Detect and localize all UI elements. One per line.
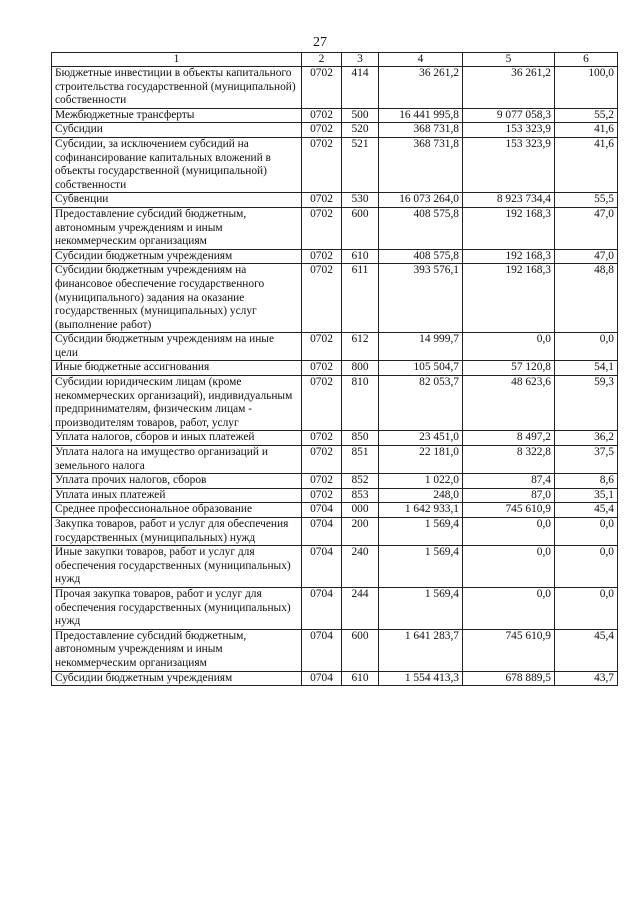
plan-amount-cell: 1 569,4 — [379, 518, 463, 546]
percent-cell: 54,1 — [555, 361, 618, 376]
table-row — [52, 503, 618, 518]
expense-type-code-cell: 520 — [342, 123, 379, 138]
section-code-cell: 0702 — [302, 474, 342, 489]
table-row — [52, 67, 618, 109]
row-name-cell: Бюджетные инвестиции в объекты капитального строительства государственной (муниципальной) собственности — [52, 67, 302, 109]
expense-type-code-cell: 500 — [342, 108, 379, 123]
plan-amount-cell: 16 441 995,8 — [379, 108, 463, 123]
section-code-cell: 0704 — [302, 518, 342, 546]
expense-type-code-cell: 610 — [342, 249, 379, 264]
table-row — [52, 488, 618, 503]
row-name-cell: Субвенции — [52, 193, 302, 208]
percent-cell: 35,1 — [555, 488, 618, 503]
plan-amount-cell: 14 999,7 — [379, 333, 463, 361]
table-row — [52, 546, 618, 588]
row-name-cell: Уплата иных платежей — [52, 488, 302, 503]
plan-amount-cell: 105 504,7 — [379, 361, 463, 376]
row-name-cell: Предоставление субсидий бюджетным, автономным учреждениям и иным некоммерческим организациям — [52, 207, 302, 249]
section-code-cell: 0704 — [302, 629, 342, 671]
plan-amount-cell: 1 569,4 — [379, 587, 463, 629]
expense-type-code-cell: 852 — [342, 474, 379, 489]
expense-type-code-cell: 810 — [342, 376, 379, 431]
plan-amount-cell: 16 073 264,0 — [379, 193, 463, 208]
table-row — [52, 108, 618, 123]
section-code-cell: 0704 — [302, 671, 342, 686]
section-code-cell: 0702 — [302, 207, 342, 249]
table-row — [52, 376, 618, 431]
actual-amount-cell: 678 889,5 — [463, 671, 555, 686]
expense-type-code-cell: 853 — [342, 488, 379, 503]
table-row — [52, 137, 618, 192]
expense-type-code-cell: 612 — [342, 333, 379, 361]
percent-cell: 45,4 — [555, 503, 618, 518]
table-row — [52, 333, 618, 361]
plan-amount-cell: 368 731,8 — [379, 137, 463, 192]
row-name-cell: Закупка товаров, работ и услуг для обеспечения государственных (муниципальных) нужд — [52, 518, 302, 546]
actual-amount-cell: 0,0 — [463, 518, 555, 546]
actual-amount-cell: 8 497,2 — [463, 431, 555, 446]
percent-cell: 0,0 — [555, 546, 618, 588]
actual-amount-cell: 153 323,9 — [463, 137, 555, 192]
plan-amount-cell: 368 731,8 — [379, 123, 463, 138]
column-header: 3 — [342, 53, 379, 67]
section-code-cell: 0702 — [302, 123, 342, 138]
table-row — [52, 207, 618, 249]
actual-amount-cell: 745 610,9 — [463, 503, 555, 518]
table-header-row — [52, 53, 618, 67]
section-code-cell: 0704 — [302, 587, 342, 629]
table-body — [52, 67, 618, 686]
plan-amount-cell: 393 576,1 — [379, 264, 463, 333]
section-code-cell: 0702 — [302, 376, 342, 431]
expense-type-code-cell: 610 — [342, 671, 379, 686]
plan-amount-cell: 248,0 — [379, 488, 463, 503]
table-row — [52, 264, 618, 333]
row-name-cell: Уплата налогов, сборов и иных платежей — [52, 431, 302, 446]
row-name-cell: Уплата прочих налогов, сборов — [52, 474, 302, 489]
budget-execution-table — [51, 52, 618, 686]
section-code-cell: 0704 — [302, 503, 342, 518]
row-name-cell: Уплата налога на имущество организаций и земельного налога — [52, 446, 302, 474]
column-header: 1 — [52, 53, 302, 67]
row-name-cell: Предоставление субсидий бюджетным, автономным учреждениям и иным некоммерческим организациям — [52, 629, 302, 671]
expense-type-code-cell: 600 — [342, 629, 379, 671]
percent-cell: 55,5 — [555, 193, 618, 208]
percent-cell: 8,6 — [555, 474, 618, 489]
row-name-cell: Субсидии юридическим лицам (кроме некоммерческих организаций), индивидуальным предпринимателям, физическим лицам - производителям товаров, работ, услуг — [52, 376, 302, 431]
row-name-cell: Субсидии бюджетным учреждениям — [52, 671, 302, 686]
row-name-cell: Межбюджетные трансферты — [52, 108, 302, 123]
percent-cell: 100,0 — [555, 67, 618, 109]
percent-cell: 59,3 — [555, 376, 618, 431]
expense-type-code-cell: 530 — [342, 193, 379, 208]
actual-amount-cell: 8 322,8 — [463, 446, 555, 474]
percent-cell: 43,7 — [555, 671, 618, 686]
expense-type-code-cell: 414 — [342, 67, 379, 109]
plan-amount-cell: 1 022,0 — [379, 474, 463, 489]
expense-type-code-cell: 851 — [342, 446, 379, 474]
expense-type-code-cell: 600 — [342, 207, 379, 249]
actual-amount-cell: 745 610,9 — [463, 629, 555, 671]
section-code-cell: 0702 — [302, 361, 342, 376]
actual-amount-cell: 9 077 058,3 — [463, 108, 555, 123]
actual-amount-cell: 192 168,3 — [463, 249, 555, 264]
table-row — [52, 518, 618, 546]
actual-amount-cell: 192 168,3 — [463, 264, 555, 333]
actual-amount-cell: 153 323,9 — [463, 123, 555, 138]
plan-amount-cell: 1 642 933,1 — [379, 503, 463, 518]
row-name-cell: Среднее профессиональное образование — [52, 503, 302, 518]
section-code-cell: 0702 — [302, 446, 342, 474]
plan-amount-cell: 408 575,8 — [379, 207, 463, 249]
table-row — [52, 249, 618, 264]
section-code-cell: 0702 — [302, 193, 342, 208]
column-header: 2 — [302, 53, 342, 67]
percent-cell: 37,5 — [555, 446, 618, 474]
actual-amount-cell: 57 120,8 — [463, 361, 555, 376]
percent-cell: 48,8 — [555, 264, 618, 333]
plan-amount-cell: 22 181,0 — [379, 446, 463, 474]
table-row — [52, 629, 618, 671]
section-code-cell: 0704 — [302, 546, 342, 588]
table-row — [52, 123, 618, 138]
expense-type-code-cell: 200 — [342, 518, 379, 546]
section-code-cell: 0702 — [302, 488, 342, 503]
column-header: 5 — [463, 53, 555, 67]
row-name-cell: Субсидии, за исключением субсидий на софинансирование капитальных вложений в объекты государственной (муниципальной) собственности — [52, 137, 302, 192]
actual-amount-cell: 87,0 — [463, 488, 555, 503]
page-number: 27 — [313, 35, 327, 50]
expense-type-code-cell: 240 — [342, 546, 379, 588]
table-row — [52, 193, 618, 208]
row-name-cell: Прочая закупка товаров, работ и услуг для обеспечения государственных (муниципальных) нужд — [52, 587, 302, 629]
percent-cell: 55,2 — [555, 108, 618, 123]
row-name-cell: Субсидии — [52, 123, 302, 138]
percent-cell: 0,0 — [555, 518, 618, 546]
actual-amount-cell: 8 923 734,4 — [463, 193, 555, 208]
table-row — [52, 446, 618, 474]
percent-cell: 36,2 — [555, 431, 618, 446]
expense-type-code-cell: 244 — [342, 587, 379, 629]
section-code-cell: 0702 — [302, 108, 342, 123]
percent-cell: 47,0 — [555, 249, 618, 264]
expense-type-code-cell: 000 — [342, 503, 379, 518]
plan-amount-cell: 1 554 413,3 — [379, 671, 463, 686]
column-header: 4 — [379, 53, 463, 67]
section-code-cell: 0702 — [302, 67, 342, 109]
actual-amount-cell: 192 168,3 — [463, 207, 555, 249]
actual-amount-cell: 0,0 — [463, 546, 555, 588]
plan-amount-cell: 23 451,0 — [379, 431, 463, 446]
section-code-cell: 0702 — [302, 264, 342, 333]
plan-amount-cell: 1 569,4 — [379, 546, 463, 588]
expense-type-code-cell: 521 — [342, 137, 379, 192]
percent-cell: 47,0 — [555, 207, 618, 249]
section-code-cell: 0702 — [302, 137, 342, 192]
table-row — [52, 587, 618, 629]
row-name-cell: Субсидии бюджетным учреждениям — [52, 249, 302, 264]
expense-type-code-cell: 850 — [342, 431, 379, 446]
table-row — [52, 431, 618, 446]
percent-cell: 45,4 — [555, 629, 618, 671]
table-row — [52, 361, 618, 376]
actual-amount-cell: 36 261,2 — [463, 67, 555, 109]
plan-amount-cell: 36 261,2 — [379, 67, 463, 109]
row-name-cell: Субсидии бюджетным учреждениям на финансовое обеспечение государственного (муниципального) задания на оказание государственных (муниципальных) услуг (выполнение работ) — [52, 264, 302, 333]
percent-cell: 41,6 — [555, 137, 618, 192]
plan-amount-cell: 82 053,7 — [379, 376, 463, 431]
percent-cell: 0,0 — [555, 587, 618, 629]
row-name-cell: Иные закупки товаров, работ и услуг для обеспечения государственных (муниципальных) нужд — [52, 546, 302, 588]
actual-amount-cell: 48 623,6 — [463, 376, 555, 431]
plan-amount-cell: 1 641 283,7 — [379, 629, 463, 671]
row-name-cell: Субсидии бюджетным учреждениям на иные цели — [52, 333, 302, 361]
percent-cell: 41,6 — [555, 123, 618, 138]
section-code-cell: 0702 — [302, 431, 342, 446]
table-row — [52, 474, 618, 489]
column-header: 6 — [555, 53, 618, 67]
section-code-cell: 0702 — [302, 249, 342, 264]
actual-amount-cell: 0,0 — [463, 333, 555, 361]
percent-cell: 0,0 — [555, 333, 618, 361]
expense-type-code-cell: 800 — [342, 361, 379, 376]
plan-amount-cell: 408 575,8 — [379, 249, 463, 264]
section-code-cell: 0702 — [302, 333, 342, 361]
table-row — [52, 671, 618, 686]
row-name-cell: Иные бюджетные ассигнования — [52, 361, 302, 376]
actual-amount-cell: 87,4 — [463, 474, 555, 489]
actual-amount-cell: 0,0 — [463, 587, 555, 629]
expense-type-code-cell: 611 — [342, 264, 379, 333]
